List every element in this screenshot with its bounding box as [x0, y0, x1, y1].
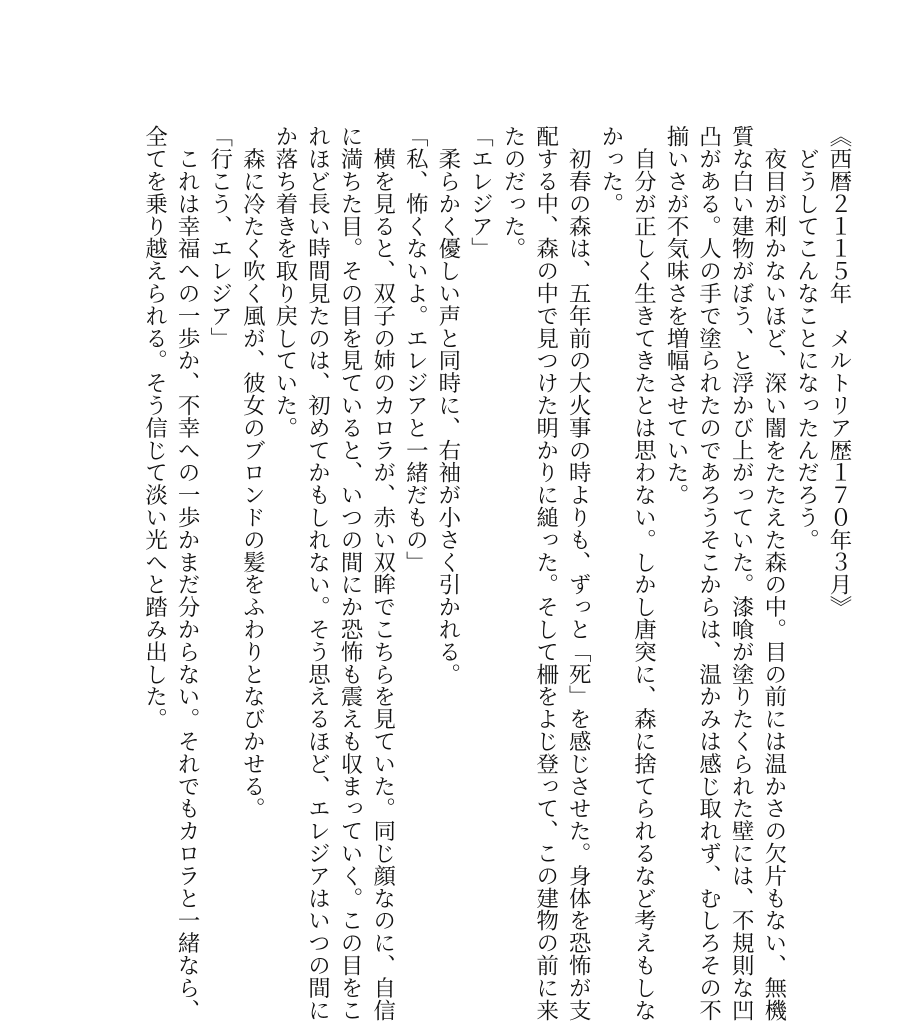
text-line: たのだった。	[500, 125, 527, 260]
text-line: 全てを乗り越えられる。そう信じて淡い光へと踏み出した。	[141, 125, 168, 730]
text-line: 自分が正しく生きてきたとは思わない。しかし唐突に、森に捨てられるなど考えもしな	[630, 125, 657, 1021]
text-line: か落ち着きを取り戻していた。	[271, 125, 298, 439]
text-line: これは幸福への一歩か、不幸への一歩かまだ分からない。それでもカロラと一緒なら、	[174, 125, 201, 1021]
text-line: に満ちた目。その目を見ていると、いつの間にか恐怖も震えも収まっていく。この目をこ	[337, 125, 364, 1021]
dialogue-line: 「行こう、エレジア」	[206, 125, 233, 349]
text-line: どうしてこんなことになったんだろう。	[793, 125, 820, 551]
dialogue-line: 「私、怖くないよ。エレジアと一緒だもの」	[402, 125, 429, 573]
dialogue-line: 「エレジア」	[467, 125, 494, 260]
chapter-heading: 《西暦２１１５年 メルトリア歴１７０年３月》	[826, 125, 852, 618]
text-line: 森に冷たく吹く風が、彼女のブロンドの髪をふわりとなびかせる。	[239, 125, 266, 820]
text-line: 揃いさが不気味さを増幅させていた。	[663, 125, 690, 506]
text-line: 夜目が利かないほど、深い闇をたたえた森の中。目の前には温かさの欠片もない、無機	[760, 125, 787, 1021]
vertical-text-body	[138, 125, 855, 1021]
text-line: かった。	[597, 125, 624, 215]
text-line: 配する中、森の中で見つけた明かりに縋った。そして柵をよじ登って、この建物の前に来	[532, 125, 559, 1021]
text-line: 横を見ると、双子の姉のカロラが、赤い双眸でこちらを見ていた。同じ顔なのに、自信	[369, 125, 396, 1021]
text-line: 質な白い建物がぼう、と浮かび上がっていた。漆喰が塗りたくられた壁には、不規則な凹	[728, 125, 755, 1021]
text-line: れほど長い時間見たのは、初めてかもしれない。そう思えるほど、エレジアはいつの間に	[304, 125, 331, 1021]
text-line: 初春の森は、五年前の大火事の時よりも、ずっと「死」を感じさせた。身体を恐怖が支	[565, 125, 592, 1021]
text-line: 凸がある。人の手で塗られたのであろうそこからは、温かみは感じ取れず、むしろその不	[695, 125, 722, 1021]
text-line: 柔らかく優しい声と同時に、右袖が小さく引かれる。	[434, 125, 461, 685]
